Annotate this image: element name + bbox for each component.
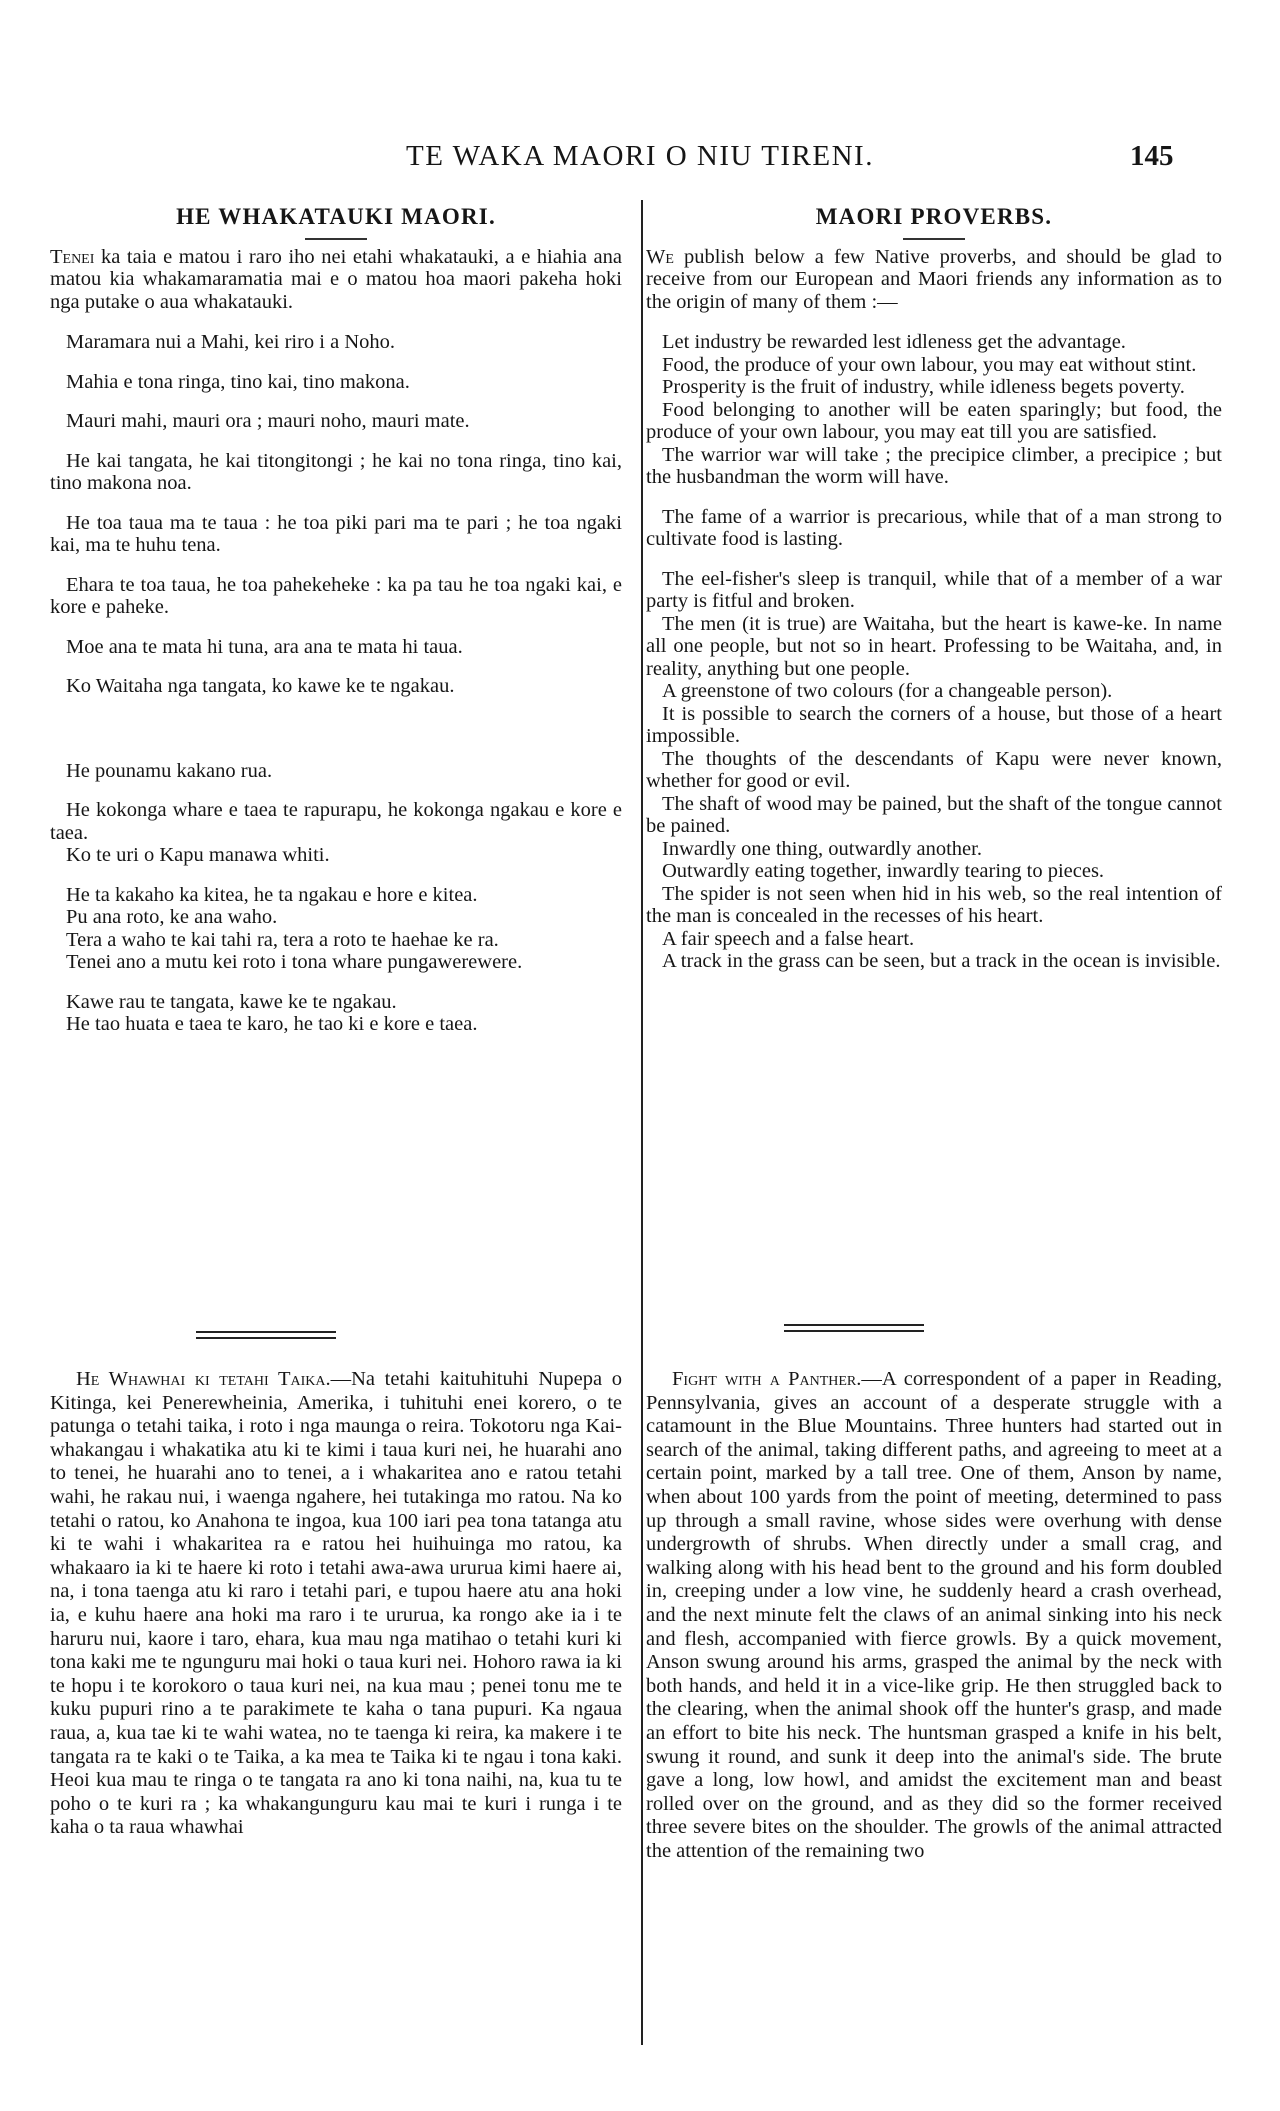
proverb-english: A track in the grass can be seen, but a track in the ocean is invisible. bbox=[662, 950, 1221, 972]
proverb-english: Let industry be rewarded lest idleness get the advantage. bbox=[662, 331, 1126, 353]
proverb-english: Inwardly one thing, outwardly another. bbox=[662, 837, 982, 860]
proverb-maori: Moe ana te mata hi tuna, ara ana te mata hi taua. bbox=[66, 635, 463, 658]
proverb-english: Food, the produce of your own labour, you may eat without stint. bbox=[662, 353, 1197, 376]
proverb-maori: Ko te uri o Kapu manawa whiti. bbox=[66, 844, 330, 866]
running-title: TE WAKA MAORI O NIU TIRENI. bbox=[406, 140, 874, 172]
proverb-english: Prosperity is the fruit of industry, while idleness begets poverty. bbox=[662, 376, 1185, 398]
proverb-english: A greenstone of two colours (for a changeable person). bbox=[662, 680, 1113, 702]
proverb-maori: Pu ana roto, ke ana waho. bbox=[66, 906, 278, 928]
intro-text: publish below a few Native proverbs, and should be glad to receive from our European and Maori friends any information as to the origin of many of them :— bbox=[646, 245, 1223, 313]
english-proverb-list bbox=[646, 331, 1222, 973]
left-intro bbox=[50, 246, 622, 314]
intro-lead-word: Tenei bbox=[50, 245, 95, 268]
column-divider bbox=[641, 200, 643, 2045]
proverb-maori: He kokonga whare e taea te rapurapu, he kokonga ngakau e kore e taea. bbox=[50, 799, 622, 844]
proverb-english: The warrior war will take ; the precipice climber, a precipice ; but the husbandman the worm will have. bbox=[646, 443, 1222, 488]
article-heading: Fight with a Panther. bbox=[672, 1368, 862, 1390]
proverb-maori: He ta kakaho ka kitea, he ta ngakau e hore e kitea. bbox=[66, 883, 478, 906]
proverb-maori: He tao huata e taea te karo, he tao ki e kore e taea. bbox=[66, 1013, 478, 1035]
proverb-english: The fame of a warrior is precarious, while that of a man strong to cultivate food is lasting. bbox=[646, 505, 1222, 550]
proverb-maori: He pounamu kakano rua. bbox=[66, 759, 273, 782]
proverb-english: Food belonging to another will be eaten sparingly; but food, the produce of your own labour, you may eat till you are satisfied. bbox=[646, 398, 1222, 443]
proverb-maori: He toa taua ma te taua : he toa piki pari ma te pari ; he toa ngaki kai, ma te huhu tena. bbox=[50, 511, 622, 556]
proverb-english: The men (it is true) are Waitaha, but the heart is kawe-ke. In name all one people, but not so in heart. Professing to be Waitaha, and, in reality, anything but one people. bbox=[646, 612, 1222, 680]
proverb-maori: Mauri mahi, mauri ora ; mauri noho, mauri mate. bbox=[66, 410, 470, 432]
right-column bbox=[646, 204, 1222, 973]
intro-text: ka taia e matou i raro iho nei etahi whakatauki, a e hiahia ana matou kia whakamaramatia mai e o matou hoa maori pakeha hoki nga putake o aua whakatauki. bbox=[50, 245, 623, 313]
maori-news-article bbox=[50, 1368, 622, 1840]
proverb-maori: Tera a waho te kai tahi ra, tera a roto te haehae ke ra. bbox=[66, 928, 499, 951]
proverb-maori: Maramara nui a Mahi, kei riro i a Noho. bbox=[66, 331, 396, 353]
proverb-english: Outwardly eating together, inwardly tearing to pieces. bbox=[662, 860, 1105, 882]
proverb-maori: Kawe rau te tangata, kawe ke te ngakau. bbox=[66, 990, 397, 1013]
proverb-english: The shaft of wood may be pained, but the shaft of the tongue cannot be pained. bbox=[646, 792, 1222, 837]
proverb-maori: Tenei ano a mutu kei roto i tona whare pungawerewere. bbox=[66, 951, 523, 973]
right-section-title: MAORI PROVERBS. bbox=[815, 204, 1053, 229]
proverb-english: The eel-fisher's sleep is tranquil, while that of a member of a war party is fitful and broken. bbox=[646, 567, 1222, 612]
proverb-maori: He kai tangata, he kai titongitongi ; he kai no tona ringa, tino kai, tino makona noa. bbox=[50, 449, 622, 494]
article-body: —Na tetahi kaituhituhi Nupepa o Kitinga, kei Penerewheinia, Amerika, i tuhituhi enei korero, o te patunga o tetahi taika, i roto i nga maunga o reira. Tokotoru nga Kai-whakangau i whakatika atu ki te kimi i taua kuri nei, he huarahi ano to tenei, he huarahi ano to tenei, a i whakaritea ano e ratou tetahi wahi, he rakau nui, i waenga ngahere, hei tutakinga mo ratou. Na ko tetahi o ratou, ko Anahona te ingoa, kua 100 iari pea tona tatanga atu ki te wahi i whakaritea ra e ratou hei huihuinga mo ratou, ka whakaaro ia ki te haere ki roto i tetahi awa-awa ururua kimi haere ai, na, i tona taenga atu ki raro i tetahi pari, e tupou haere atu ana hoki ia, e kuhu haere ana hoki ma raro i te ururua, ka rongo ake ia i te haruru nui, kaore i taro, ehara, kua mau nga matihao o tetahi kuri ki tona kaki me te ngunguru mai hoki o taua kuri nei. Hohoro rawa ia ki te hopu i te korokoro o taua kuri nei, na kua mau ; penei tonu me te kuku pupuri rino a te parakimete te kaha o tana pupuri. Ka ngaua raua, a, kua tae ki te wahi watea, no te taenga ki reira, ka makere i te tangata ra te kaki o te Taika, a ka mea te Taika ki te ngau i tona kaki. Heoi kua mau te ringa o te tangata ra ano ki tona naihi, na, kua tu te poho o te kuri ra ; ka whakangunguru kau mai te kuri i runga i te kaha o ta raua whawhai bbox=[50, 1368, 622, 1839]
maori-proverb-list bbox=[50, 331, 622, 1036]
article-body: —A correspondent of a paper in Reading, Pennsylvania, gives an account of a desperate struggle with a catamount in the Blue Mountains. Three hunters had started out in search of the animal, taking different paths, and agreeing to meet at a certain point, marked by a tall tree. One of them, Anson by name, when about 100 yards from the point of meeting, determined to pass up through a small ravine, whose sides were overhung with dense undergrowth of shrubs. When directly under a small crag, and walking along with his head bent to the ground and his form doubled in, creeping under a low vine, he suddenly heard a crash overhead, and the next minute felt the claws of an animal sinking into his neck and flesh, accompanied with fierce growls. By a quick movement, Anson swung around his arms, grasped the animal by the neck with both hands, and held it in a vice-like grip. He then struggled back to the clearing, when the animal shook off the hunter's grasp, and made an effort to bite his neck. The huntsman grasped a knife in his belt, swung it round, and sunk it deep into the animal's side. The brute gave a long, low howl, and amidst the excitement man and beast rolled over on the ground, and as they did so the former received three severe bites on the shoulder. The growls of the animal attracted the attention of the remaining two bbox=[646, 1368, 1222, 1862]
title-rule bbox=[305, 238, 367, 240]
proverb-english: It is possible to search the corners of a house, but those of a heart impossible. bbox=[646, 702, 1222, 747]
proverb-maori: Ko Waitaha nga tangata, ko kawe ke te ngakau. bbox=[66, 675, 455, 697]
left-section-title: HE WHAKATAUKI MAORI. bbox=[176, 204, 496, 229]
section-double-rule bbox=[196, 1331, 336, 1339]
proverb-maori: Ehara te toa taua, he toa pahekeheke : ka pa tau he toa ngaki kai, e kore e paheke. bbox=[50, 573, 622, 618]
proverb-english: The thoughts of the descendants of Kapu were never known, whether for good or evil. bbox=[646, 747, 1222, 792]
page-header bbox=[0, 140, 1280, 180]
proverb-english: A fair speech and a false heart. bbox=[662, 927, 915, 950]
section-double-rule bbox=[784, 1324, 924, 1332]
english-news-article bbox=[646, 1368, 1222, 1863]
left-column bbox=[50, 204, 622, 1036]
article-heading: He Whawhai ki tetahi Taika. bbox=[76, 1368, 331, 1390]
title-rule bbox=[903, 238, 965, 240]
right-intro bbox=[646, 246, 1222, 314]
intro-lead-word: We bbox=[646, 245, 674, 268]
page-number: 145 bbox=[1130, 140, 1174, 172]
proverb-english: The spider is not seen when hid in his web, so the real intention of the man is concealed in the recesses of his heart. bbox=[646, 882, 1222, 927]
proverb-maori: Mahia e tona ringa, tino kai, tino makona. bbox=[66, 370, 410, 393]
